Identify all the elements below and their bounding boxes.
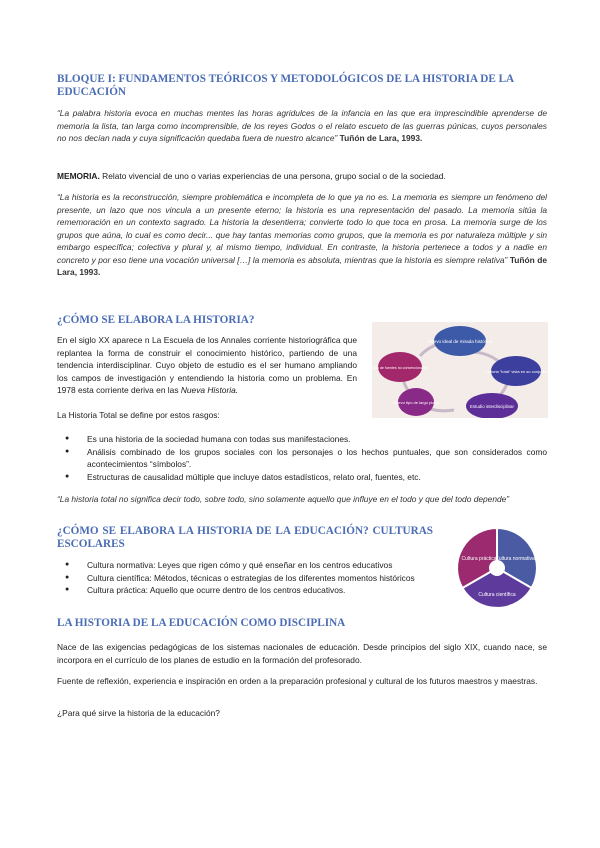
pie-label-practica: Cultura práctica [461, 556, 497, 562]
list-item: ● Estructuras de causalidad múltiple que incluye datos estadísticos, relato oral, fuentes, etc. [57, 471, 547, 484]
quote-author: Tuñón de Lara, 1993. [57, 254, 548, 277]
memoria-term: MEMORIA. [57, 171, 100, 181]
list-item: ● Análisis combinado de los grupos sociales con los personajes o los hechos puntuales, que son considerados como acontecimientos “símbolos”. [57, 446, 547, 471]
nueva-historia-cycle-diagram [372, 322, 548, 418]
disciplina-question: ¿Para qué sirve la historia de la educación? [57, 708, 220, 718]
culturas-list [57, 559, 427, 597]
node-label: Nuevo tipo de largo plazo [393, 400, 439, 405]
list-item: ● Cultura científica: Métodos, técnicas o estrategias de los diferentes momentos históricos [57, 572, 427, 585]
list-item: ● Cultura normativa: Leyes que rigen cómo y qué enseñar en los centros educativos [57, 559, 427, 572]
culturas-pie-diagram [447, 523, 547, 613]
historia-total-list [57, 433, 547, 483]
memoria-text: Relato vivencial de uno o varias experiencias de una persona, grupo social o de la sociedad. [102, 171, 446, 181]
disciplina-paragraph-1: Nace de las exigencias pedagógicas de los sistemas nacionales de educación. Desde principios del siglo XIX, cuando nace, se incorpora en el currículo de los planes de estudio en la formación del profesorado. [57, 642, 547, 665]
pie-label-cientifica: Cultura científica [478, 592, 516, 598]
node-label: Nuevo ideal de mirada histórica [427, 339, 493, 344]
nueva-historia-text: Nueva Historia. [180, 385, 239, 395]
node-label: Historia "total" vista en su conjunto [485, 369, 547, 374]
quote-text: “La historia es la reconstrucción, siempre problemática e incompleta de lo que ya no es. La memoria es siempre un fenómeno del presente, un lazo que nos vincula a un presente eterno; la historia es una representación del pasado. La memoria sitúa la rememoración en un contexto sagrado. La historia la desentierra; convierte todo lo que toca en prosa. La memoria surge de los grupos que aúna, lo cual es como decir... que hay tantas memorias como grupos, que la memoria es por naturaleza múltiple y sin embargo específica; colectiva y plural y, al mismo tiempo, individual. En contraste, la historia pertenece a todos y a nadie en concreto y por eso tiene una vocación universal […] la memoria es absoluta, mientras que la historia es siempre relativa” [57, 192, 547, 265]
memoria-definition [57, 170, 547, 183]
section-title-elabora-historia: ¿CÓMO SE ELABORA LA HISTORIA? [57, 314, 255, 326]
annales-text: En el siglo XX aparece n La Escuela de los Annales corriente historiográfica que replantea la forma de construir el conocimiento histórico, partiendo de una tendencia interdisciplinar. Cuyo objeto de estudio es el ser humano ampliando los campos de investigación y entendiendo la historia como un problema. En 1978 esta corriente deriva en las [57, 335, 357, 395]
quote-tunon-1 [57, 107, 547, 145]
list-item: ● Cultura práctica: Aquello que ocurre dentro de los centros educativos. [57, 584, 427, 597]
node-label: Uso de fuentes no convencionales [372, 366, 428, 370]
disciplina-paragraph-2: Fuente de reflexión, experiencia e inspiración en orden a la preparación profesional y cultural de los futuros maestros y maestras. [57, 676, 538, 686]
section-title-culturas-escolares: ¿CÓMO SE ELABORA LA HISTORIA DE LA EDUCACIÓN? CULTURAS ESCOLARES [57, 525, 433, 550]
section-title-disciplina: LA HISTORIA DE LA EDUCACIÓN COMO DISCIPLINA [57, 617, 346, 629]
quote-author: Tuñón de Lara, 1993. [339, 133, 423, 143]
quote-tunon-2 [57, 191, 547, 279]
historia-total-quote: “La historia total no significa decir todo, sobre todo, sino solamente aquello que influye en el todo y que del todo depende” [57, 494, 510, 504]
node-label: Estudio interdisciplinar [470, 404, 514, 409]
historia-total-intro: La Historia Total se define por estos rasgos: [57, 410, 220, 420]
bloque-title: BLOQUE I: FUNDAMENTOS TEÓRICOS Y METODOLÓGICOS DE LA HISTORIA DE LA EDUCACIÓN [57, 73, 514, 98]
list-item: ● Es una historia de la sociedad humana con todas sus manifestaciones. [57, 433, 547, 446]
annales-paragraph [57, 334, 357, 397]
pie-label-normativa: Cultura normativa [495, 556, 535, 562]
quote-text: “La palabra historia evoca en muchas mentes las horas agridulces de la infancia en las que era imprescindible aprenderse de memoria la lista, tan larga como incomprensible, de los reyes Godos o el relato escueto de las guerras púnicas, cuyos personales no nos decían nada y cuya significación quedaba fuera de nuestro alcance” [57, 108, 547, 143]
